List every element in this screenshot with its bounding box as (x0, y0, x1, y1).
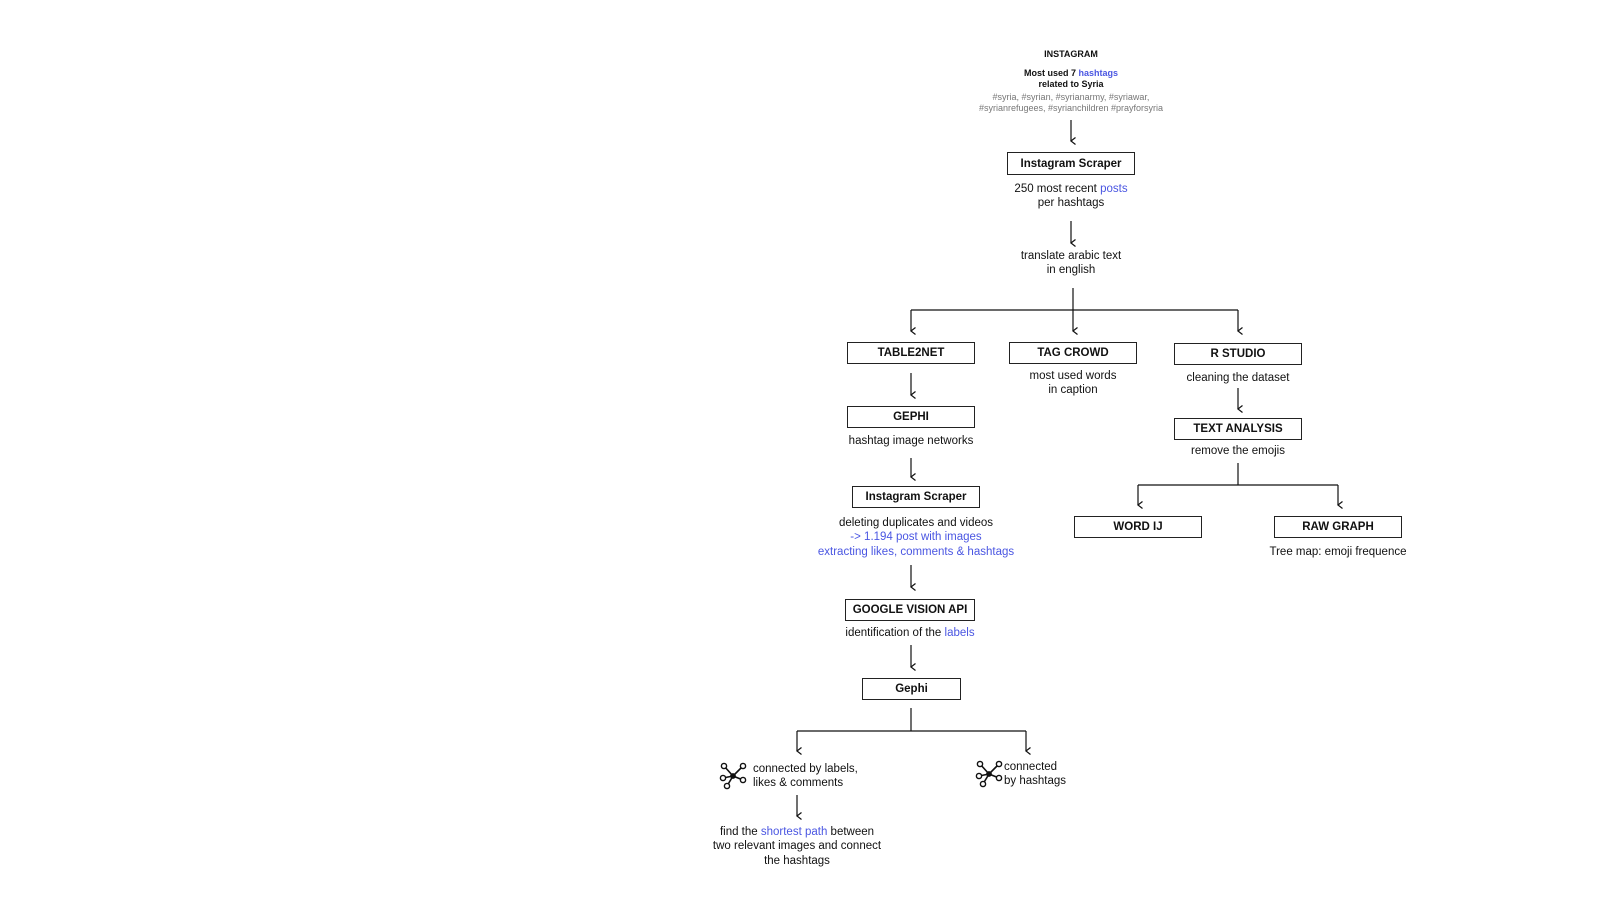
vision-description-highlight: labels (944, 627, 975, 639)
scraper-description-line1: 250 most recent (1014, 183, 1101, 195)
header-line1-highlight: hashtags (1078, 68, 1119, 78)
header-description (1024, 68, 1118, 91)
connected-by-hashtags (1004, 760, 1066, 789)
gephi-final-box: Gephi (862, 678, 961, 700)
scraper-2-description (818, 516, 1014, 559)
connected-by-labels-line1: connected by labels, (753, 763, 858, 775)
shortest-path-line3: the hashtags (764, 854, 830, 867)
network-icon (975, 760, 1003, 788)
diagram-title: INSTAGRAM (1044, 49, 1098, 59)
network-icon (719, 762, 747, 790)
text-analysis-box: TEXT ANALYSIS (1174, 418, 1302, 440)
shortest-path-line2: two relevant images and connect (712, 840, 882, 853)
text-analysis-description: remove the emojis (1191, 445, 1285, 457)
scraper-2-line3: extracting likes, comments & hashtags (817, 545, 1015, 558)
connected-by-hashtags-line1: connected (1004, 761, 1058, 773)
translate-step (1021, 249, 1121, 278)
instagram-scraper-2-box: Instagram Scraper (852, 486, 980, 508)
tag-crowd-line2: in caption (1048, 384, 1098, 397)
raw-graph-box: RAW GRAPH (1274, 516, 1402, 538)
vision-description-text: identification of the (845, 627, 945, 639)
shortest-path-step (713, 825, 881, 868)
hashtag-list (979, 92, 1163, 115)
hashtag-list-line2: #syrianrefugees, #syrianchildren #prayforsyria (978, 103, 1164, 114)
instagram-scraper-box: Instagram Scraper (1007, 152, 1135, 175)
shortest-path-pre: find the (719, 826, 761, 838)
translate-line1: translate arabic text (1020, 250, 1122, 262)
r-studio-box: R STUDIO (1174, 343, 1302, 365)
google-vision-api-box: GOOGLE VISION API (845, 599, 975, 621)
header-line2: related to Syria (1038, 79, 1104, 90)
hashtag-list-line1: #syria, #syrian, #syrianarmy, #syriawar, (992, 92, 1150, 102)
tag-crowd-line1: most used words (1029, 370, 1117, 382)
translate-line2: in english (1046, 264, 1096, 277)
header-line1: Most used 7 (1023, 68, 1079, 78)
raw-graph-description: Tree map: emoji frequence (1269, 546, 1407, 558)
tag-crowd-description (1030, 369, 1117, 398)
gephi-description: hashtag image networks (848, 435, 974, 447)
connected-by-hashtags-line2: by hashtags (1004, 775, 1067, 788)
vision-description (845, 626, 974, 640)
gephi-box: GEPHI (847, 406, 975, 428)
r-studio-description: cleaning the dataset (1186, 372, 1290, 384)
shortest-path-post: between (827, 826, 875, 838)
table2net-box: TABLE2NET (847, 342, 975, 364)
scraper-2-line2: -> 1.194 post with images (850, 531, 982, 544)
tag-crowd-box: TAG CROWD (1009, 342, 1137, 364)
connected-by-labels (753, 762, 858, 791)
scraper-description-highlight: posts (1100, 183, 1128, 195)
scraper-description-line2: per hashtags (1037, 197, 1105, 210)
word-ij-box: WORD IJ (1074, 516, 1202, 538)
scraper-2-line1: deleting duplicates and videos (838, 517, 994, 529)
shortest-path-highlight: shortest path (760, 826, 828, 838)
scraper-description (1014, 182, 1127, 211)
connected-by-labels-line2: likes & comments (753, 777, 844, 790)
